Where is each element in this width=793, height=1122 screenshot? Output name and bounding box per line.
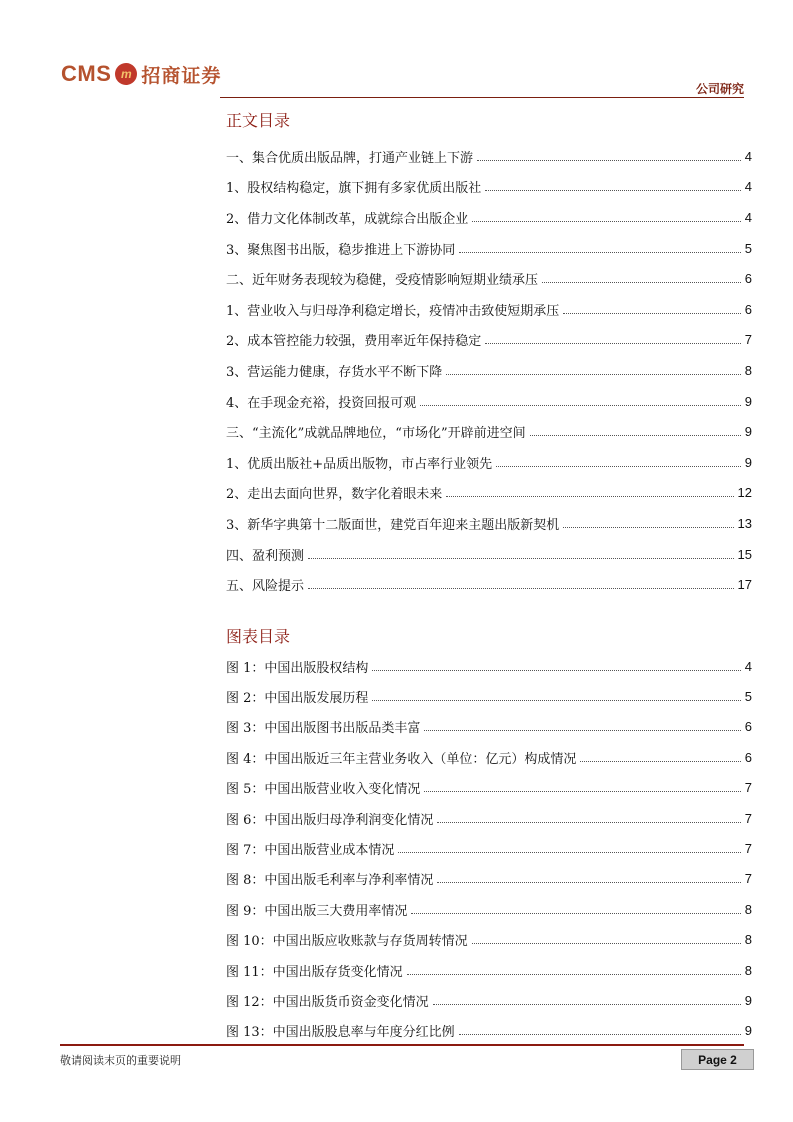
- dot-leader: [580, 761, 740, 762]
- figure-entry-text: 图 5：中国出版营业收入变化情况: [226, 778, 422, 797]
- dot-leader: [472, 943, 741, 944]
- toc-entry-page-number: 17: [737, 577, 752, 593]
- dot-leader: [459, 1034, 741, 1035]
- figure-entry[interactable]: [226, 651, 752, 681]
- dot-leader: [446, 374, 740, 375]
- dot-leader: [563, 527, 733, 528]
- figure-entry-text: 图 1：中国出版股权结构: [226, 657, 370, 676]
- toc-entry-text: 4、在手现金充裕，投资回报可观: [226, 392, 418, 411]
- figure-entry-text: 图 10：中国出版应收账款与存货周转情况: [226, 930, 470, 949]
- figure-entry-page-number: 4: [744, 658, 752, 674]
- toc-entry[interactable]: [226, 233, 752, 264]
- dot-leader: [542, 282, 741, 283]
- toc-entry-text: 2、借力文化体制改革，成就综合出版企业: [226, 208, 470, 227]
- figure-entry-page-number: 6: [744, 719, 752, 735]
- toc-entry-page-number: 8: [744, 362, 752, 378]
- figure-entry-text: 图 8：中国出版毛利率与净利率情况: [226, 869, 435, 888]
- toc-entry-page-number: 15: [737, 546, 752, 562]
- dot-leader: [485, 190, 740, 191]
- figure-entry[interactable]: [226, 681, 752, 711]
- toc-entry-text: 一、集合优质出版品牌，打通产业链上下游: [226, 147, 475, 166]
- toc-entry[interactable]: [226, 294, 752, 325]
- toc-entry-text: 2、走出去面向世界，数字化着眼未来: [226, 483, 444, 502]
- dot-leader: [496, 466, 741, 467]
- toc-entry-page-number: 6: [744, 271, 752, 287]
- toc-entry[interactable]: [226, 508, 752, 539]
- dot-leader: [372, 670, 740, 671]
- figure-entry[interactable]: [226, 803, 752, 833]
- figure-entry-page-number: 7: [744, 810, 752, 826]
- report-type-label: 公司研究: [695, 82, 744, 96]
- figure-entry-page-number: 7: [744, 780, 752, 796]
- dot-leader: [372, 700, 740, 701]
- figure-entry-text: 图 9：中国出版三大费用率情况: [226, 900, 409, 919]
- toc-entry-text: 1、营业收入与归母净利稳定增长，疫情冲击致使短期承压: [226, 300, 561, 319]
- dot-leader: [446, 496, 733, 497]
- dot-leader: [437, 822, 740, 823]
- dot-leader: [411, 913, 740, 914]
- dot-leader: [424, 730, 740, 731]
- toc-entry-text: 3、聚焦图书出版，稳步推进上下游协同: [226, 239, 457, 258]
- logo-chinese-text: 招商证券: [141, 64, 222, 87]
- figure-entry[interactable]: [226, 742, 752, 772]
- figure-entry-page-number: 7: [744, 841, 752, 857]
- figure-entry-text: 图 12：中国出版货币资金变化情况: [226, 991, 431, 1010]
- toc-entry-page-number: 13: [737, 515, 752, 531]
- header-divider: [220, 97, 744, 98]
- toc-entry-page-number: 7: [744, 332, 752, 348]
- figure-entry-page-number: 7: [744, 871, 752, 887]
- figure-entry-page-number: 8: [744, 932, 752, 948]
- toc-entry-text: 1、股权结构稳定，旗下拥有多家优质出版社: [226, 177, 483, 196]
- toc-entry-text: 三、“主流化”成就品牌地位，“市场化”开辟前进空间: [226, 422, 528, 441]
- figure-entry-text: 图 4：中国出版近三年主营业务收入（单位：亿元）构成情况: [226, 748, 578, 767]
- toc-entry-page-number: 9: [744, 454, 752, 470]
- figure-entry-page-number: 9: [744, 1023, 752, 1039]
- dot-leader: [477, 160, 741, 161]
- toc-entry-text: 1、优质出版社+品质出版物，市占率行业领先: [226, 453, 494, 472]
- dot-leader: [437, 882, 740, 883]
- dot-leader: [530, 435, 741, 436]
- toc-entry-text: 五、风险提示: [226, 575, 306, 594]
- dot-leader: [407, 974, 741, 975]
- toc-entry[interactable]: [226, 416, 752, 447]
- dot-leader: [424, 791, 740, 792]
- toc-entry[interactable]: [226, 355, 752, 386]
- toc-entry-page-number: 9: [744, 424, 752, 440]
- toc-title: 正文目录: [226, 111, 291, 130]
- dot-leader: [563, 313, 740, 314]
- toc-entry-page-number: 12: [737, 485, 752, 501]
- dot-leader: [420, 405, 740, 406]
- figure-entry[interactable]: [226, 864, 752, 894]
- toc-entry-text: 2、成本管控能力较强，费用率近年保持稳定: [226, 330, 483, 349]
- toc-entry-page-number: 5: [744, 240, 752, 256]
- figure-entry-text: 图 7：中国出版营业成本情况: [226, 839, 396, 858]
- figure-entry-page-number: 8: [744, 901, 752, 917]
- toc-entry-page-number: 4: [744, 209, 752, 225]
- footer-disclaimer-note: 敬请阅读末页的重要说明: [60, 1054, 181, 1067]
- toc-entry[interactable]: [226, 539, 752, 570]
- page-number-badge: Page 2: [681, 1049, 754, 1070]
- dot-leader: [459, 252, 740, 253]
- figure-entry[interactable]: [226, 712, 752, 742]
- dot-leader: [398, 852, 740, 853]
- figure-entry-text: 图 3：中国出版图书出版品类丰富: [226, 717, 422, 736]
- figure-entry-page-number: 8: [744, 962, 752, 978]
- dot-leader: [433, 1004, 741, 1005]
- figure-entry[interactable]: [226, 773, 752, 803]
- toc-entry[interactable]: [226, 172, 752, 203]
- dot-leader: [308, 558, 734, 559]
- figure-entry[interactable]: [226, 1016, 752, 1046]
- toc-entry-text: 3、新华字典第十二版面世，建党百年迎来主题出版新契机: [226, 514, 561, 533]
- logo-emblem-icon: m: [115, 63, 137, 85]
- toc-entry-text: 3、营运能力健康，存货水平不断下降: [226, 361, 444, 380]
- figure-entry[interactable]: [226, 985, 752, 1015]
- toc-entry[interactable]: [226, 325, 752, 356]
- toc-entry[interactable]: [226, 386, 752, 417]
- figure-entry[interactable]: [226, 894, 752, 924]
- figure-list: [226, 651, 752, 1046]
- toc-entry-text: 四、盈利预测: [226, 545, 306, 564]
- figure-entry-text: 图 6：中国出版归母净利润变化情况: [226, 809, 435, 828]
- figure-entry-text: 图 2：中国出版发展历程: [226, 687, 370, 706]
- figure-entry-page-number: 5: [744, 689, 752, 705]
- figure-entry[interactable]: [226, 925, 752, 955]
- company-logo: [61, 60, 221, 88]
- dot-leader: [308, 588, 734, 589]
- dot-leader: [485, 343, 740, 344]
- figure-entry[interactable]: [226, 955, 752, 985]
- toc-entry[interactable]: [226, 569, 752, 600]
- figure-list-title: 图表目录: [226, 627, 291, 646]
- toc-entry-page-number: 9: [744, 393, 752, 409]
- toc-entry[interactable]: [226, 478, 752, 509]
- figure-entry-page-number: 9: [744, 992, 752, 1008]
- dot-leader: [472, 221, 740, 222]
- toc-entry[interactable]: [226, 447, 752, 478]
- footer-divider: [60, 1044, 744, 1046]
- toc-entry-page-number: 4: [744, 179, 752, 195]
- toc-entry[interactable]: [226, 202, 752, 233]
- toc-entry-page-number: 4: [744, 148, 752, 164]
- toc-list: [226, 141, 752, 600]
- figure-entry-text: 图 11：中国出版存货变化情况: [226, 961, 405, 980]
- figure-entry-text: 图 13：中国出版股息率与年度分红比例: [226, 1021, 457, 1040]
- toc-entry[interactable]: [226, 263, 752, 294]
- toc-entry-page-number: 6: [744, 301, 752, 317]
- toc-entry-text: 二、近年财务表现较为稳健，受疫情影响短期业绩承压: [226, 269, 540, 288]
- logo-latin-text: CMS: [61, 61, 112, 86]
- figure-entry[interactable]: [226, 833, 752, 863]
- toc-entry[interactable]: [226, 141, 752, 172]
- figure-entry-page-number: 6: [744, 749, 752, 765]
